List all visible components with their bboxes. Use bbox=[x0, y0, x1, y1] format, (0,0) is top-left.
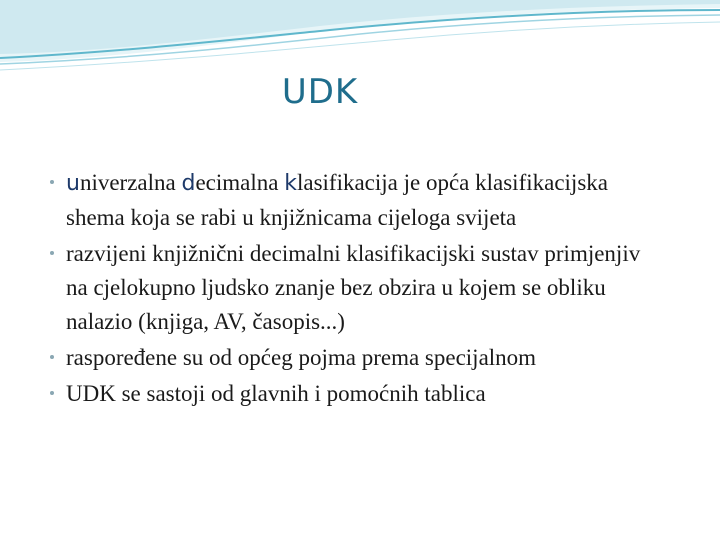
highlighted-initial: k bbox=[284, 171, 297, 196]
slide-title: UDK bbox=[281, 72, 359, 112]
bullet-item bbox=[44, 237, 664, 339]
bullet-text: lasifikacija je opća klasifikacijska shema koja se rabi u knjižnicama cijeloga svijeta bbox=[66, 170, 608, 230]
bullet-item bbox=[44, 166, 664, 235]
highlighted-initial: d bbox=[181, 171, 196, 196]
bullet-item bbox=[44, 377, 664, 411]
bullet-dot-icon bbox=[50, 251, 54, 255]
bullet-text: UDK se sastoji od glavnih i pomoćnih tablica bbox=[66, 381, 486, 406]
highlighted-initial: u bbox=[66, 171, 80, 196]
bullet-dot-icon bbox=[50, 180, 54, 184]
bullet-text: ecimalna bbox=[195, 170, 285, 195]
header-wave-decoration bbox=[0, 0, 720, 80]
bullet-item bbox=[44, 341, 664, 375]
bullet-text: raspoređene su od općeg pojma prema specijalnom bbox=[66, 345, 537, 370]
bullet-list bbox=[44, 166, 664, 413]
bullet-text: razvijeni knjižnični decimalni klasifikacijski sustav primjenjiv na cjelokupno ljudsko znanje bez obzira u kojem se obliku nalazio (knjiga, AV, časopis...) bbox=[66, 241, 641, 334]
bullet-dot-icon bbox=[50, 355, 54, 359]
bullet-text: niverzalna bbox=[79, 170, 182, 195]
bullet-dot-icon bbox=[50, 391, 54, 395]
